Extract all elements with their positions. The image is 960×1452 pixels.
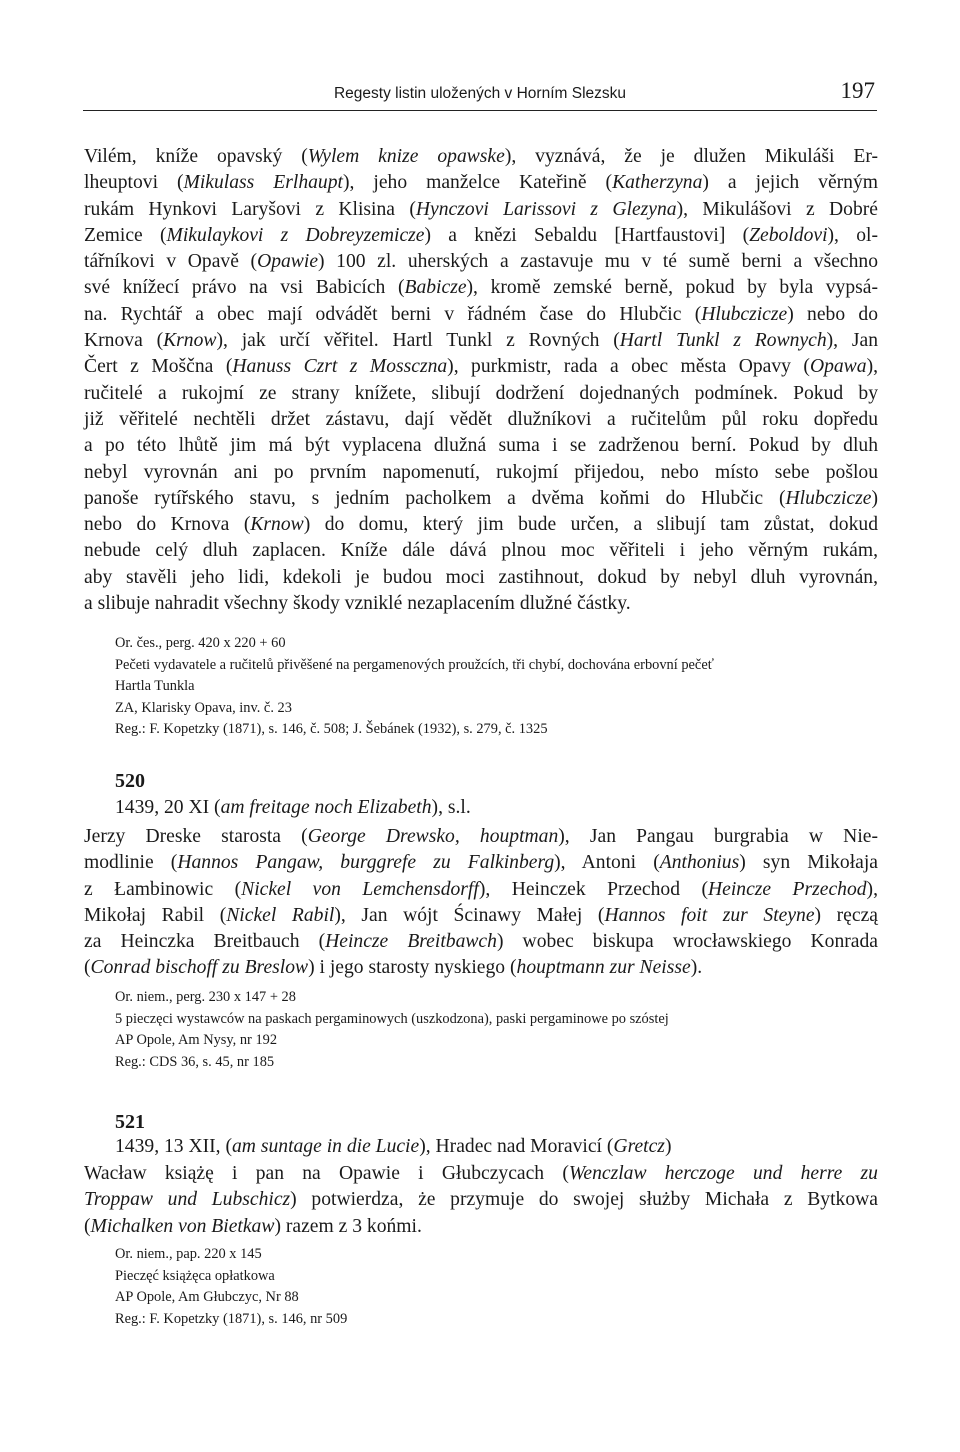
text-line: ručitelé a rukojmí ze strany knížete, slibují dodržení dojednaných podmínek. Pokud by (84, 382, 878, 404)
text-line: nebude celý dluh zaplacen. Kníže dále dává plnou moc věřiteli i jeho věrným rukám, (84, 540, 878, 562)
text-line: své knížecí právo na vsi Babicích (Babicze), kromě zemské berně, pokud by byla vypsá- (84, 277, 879, 299)
apparatus-line: Or. niem., perg. 230 x 147 + 28 (115, 989, 296, 1005)
entry-520-regest (84, 824, 878, 982)
text-line: Vilém, kníže opavský (Wylem knize opawske), vyznává, že je dlužen Mikuláši Er- (84, 146, 879, 167)
running-head: Regesty listin uložených v Horním Slezsku (333, 85, 627, 102)
text-line: již věřitelé nechtěli držet zástavu, dají vědět dlužníkovi a ručitelům půl roku dopředu (84, 408, 878, 430)
entry-number: 520 (115, 770, 145, 792)
page-number: 197 (840, 78, 875, 103)
apparatus-line: Reg.: CDS 36, s. 45, nr 185 (115, 1053, 275, 1070)
apparatus-line: Or. čes., perg. 420 x 220 + 60 (115, 635, 286, 651)
text-line: Wacław książę i pan na Opawie i Głubczycach (Wenczlaw herczoge und herre zu (84, 1163, 878, 1184)
text-line: a po této lhůtě jim má být vyplacena dlužná suma i se zadrženou berní. Pokud by dluh (84, 435, 878, 457)
text-line: tářníkovi v Opavě (Opawie) 100 zl. uherských a zastavuje mu v té sumě berni a všechno (84, 251, 878, 273)
apparatus-line: Reg.: F. Kopetzky (1871), s. 146, č. 508; J. Šebánek (1932), s. 279, č. 1325 (115, 721, 548, 738)
text-line: panoše rytířského stavu, s jedním pacholkem a dvěma koňmi do Hlubčic (Hlubczicze) (84, 487, 878, 509)
apparatus-line: Reg.: F. Kopetzky (1871), s. 146, nr 509 (115, 1310, 348, 1327)
apparatus-line: 5 pieczęci wystawców na paskach pergaminowych (uszkodzona), paski pergaminowe po szóstej (115, 1010, 669, 1027)
text-line: Jerzy Dreske starosta (George Drewsko, houptman), Jan Pangau burgrabia w Nie- (84, 826, 879, 847)
entry-number: 521 (115, 1111, 145, 1133)
text-line: Troppaw und Lubschicz) potwierdza, że przymuje do swojej służby Michała z Bytkowa (84, 1189, 878, 1211)
entry-520-apparatus (115, 987, 885, 1073)
text-line: za Heinczka Breitbauch (Heincze Breitbawch) wobec biskupa wrocławskiego Konrada (84, 931, 878, 953)
text-line: Mikołaj Rabil (Nickel Rabil), Jan wójt Ścinawy Małej (Hannos foit zur Steyne) ręczą (84, 904, 878, 926)
page-header (83, 78, 877, 111)
text-line: nebo do Krnova (Krnow) do domu, který jim bude určen, a slibují tam zůstat, dokud (84, 514, 878, 536)
text-line: aby stavěli jeho lidi, kdekoli je budou moci zastihnout, dokud by nebyl dluh vyrovnán, (84, 566, 878, 588)
apparatus-line: ZA, Klarisky Opava, inv. č. 23 (115, 699, 292, 716)
text-line: a slibuje nahradit všechny škody vzniklé nezaplacením dlužné částky. (84, 593, 631, 615)
entry-521-apparatus (115, 1244, 885, 1330)
text-line: nebyl vyrovnán ani po prvním napomenutí, rukojmí přijedou, nebo místo sebe pošlou (84, 461, 878, 483)
apparatus-line: Pieczęć książęca opłatkowa (115, 1267, 275, 1284)
entry-519-apparatus (115, 633, 885, 741)
text-line: lheuptovi (Mikulass Erlhaupt), jeho manželce Kateřině (Katherzyna) a jejich věrným (84, 172, 878, 194)
entry-519-regest (84, 144, 878, 617)
text-line: rukám Hynkovi Laryšovi z Klisina (Hynczovi Larissovi z Glezyna), Mikulášovi z Dobré (84, 198, 878, 220)
text-line: (Michalken von Bietkaw) razem z 3 końmi. (84, 1215, 422, 1237)
text-line: na. Rychtář a obec mají odvádět berni v řádném čase do Hlubčic (Hlubczicze) nebo do (84, 303, 878, 325)
entry-date-line: 1439, 13 XII, (am suntage in die Lucie), Hradec nad Moravicí (Gretcz) (115, 1136, 672, 1157)
text-line: Čert z Moščna (Hanuss Czrt z Mossczna), purkmistr, rada a obec města Opavy (Opawa), (84, 356, 878, 378)
entry-date-line: 1439, 20 XI (am freitage noch Elizabeth), s.l. (115, 797, 471, 818)
apparatus-line: Pečeti vydavatele a ručitelů přivěšené na pergamenových proužcích, tři chybí, dochována erbovní pečeť (115, 656, 714, 673)
apparatus-line: AP Opole, Am Nysy, nr 192 (115, 1032, 278, 1049)
apparatus-line: Hartla Tunkla (115, 678, 195, 695)
text-line: modlinie (Hannos Pangaw, burggrefe zu Falkinberg), Antoni (Anthonius) syn Mikołaja (84, 852, 878, 874)
text-line: (Conrad bischoff zu Breslow) i jego starosty nyskiego (houptmann zur Neisse). (84, 957, 703, 979)
entry-521-regest (84, 1161, 878, 1240)
text-line: Krnova (Krnow), jak určí věřitel. Hartl Tunkl z Rovných (Hartl Tunkl z Rownych), Jan (84, 330, 878, 352)
text-line: Zemice (Mikulaykovi z Dobreyzemicze) a knězi Sebaldu [Hartfaustovi] (Zeboldovi), ol- (84, 224, 878, 246)
apparatus-line: AP Opole, Am Głubczyc, Nr 88 (115, 1289, 299, 1306)
text-line: z Łambinowic (Nickel von Lemchensdorff), Heinczek Przechod (Heincze Przechod), (84, 878, 878, 900)
apparatus-line: Or. niem., pap. 220 x 145 (115, 1246, 262, 1262)
